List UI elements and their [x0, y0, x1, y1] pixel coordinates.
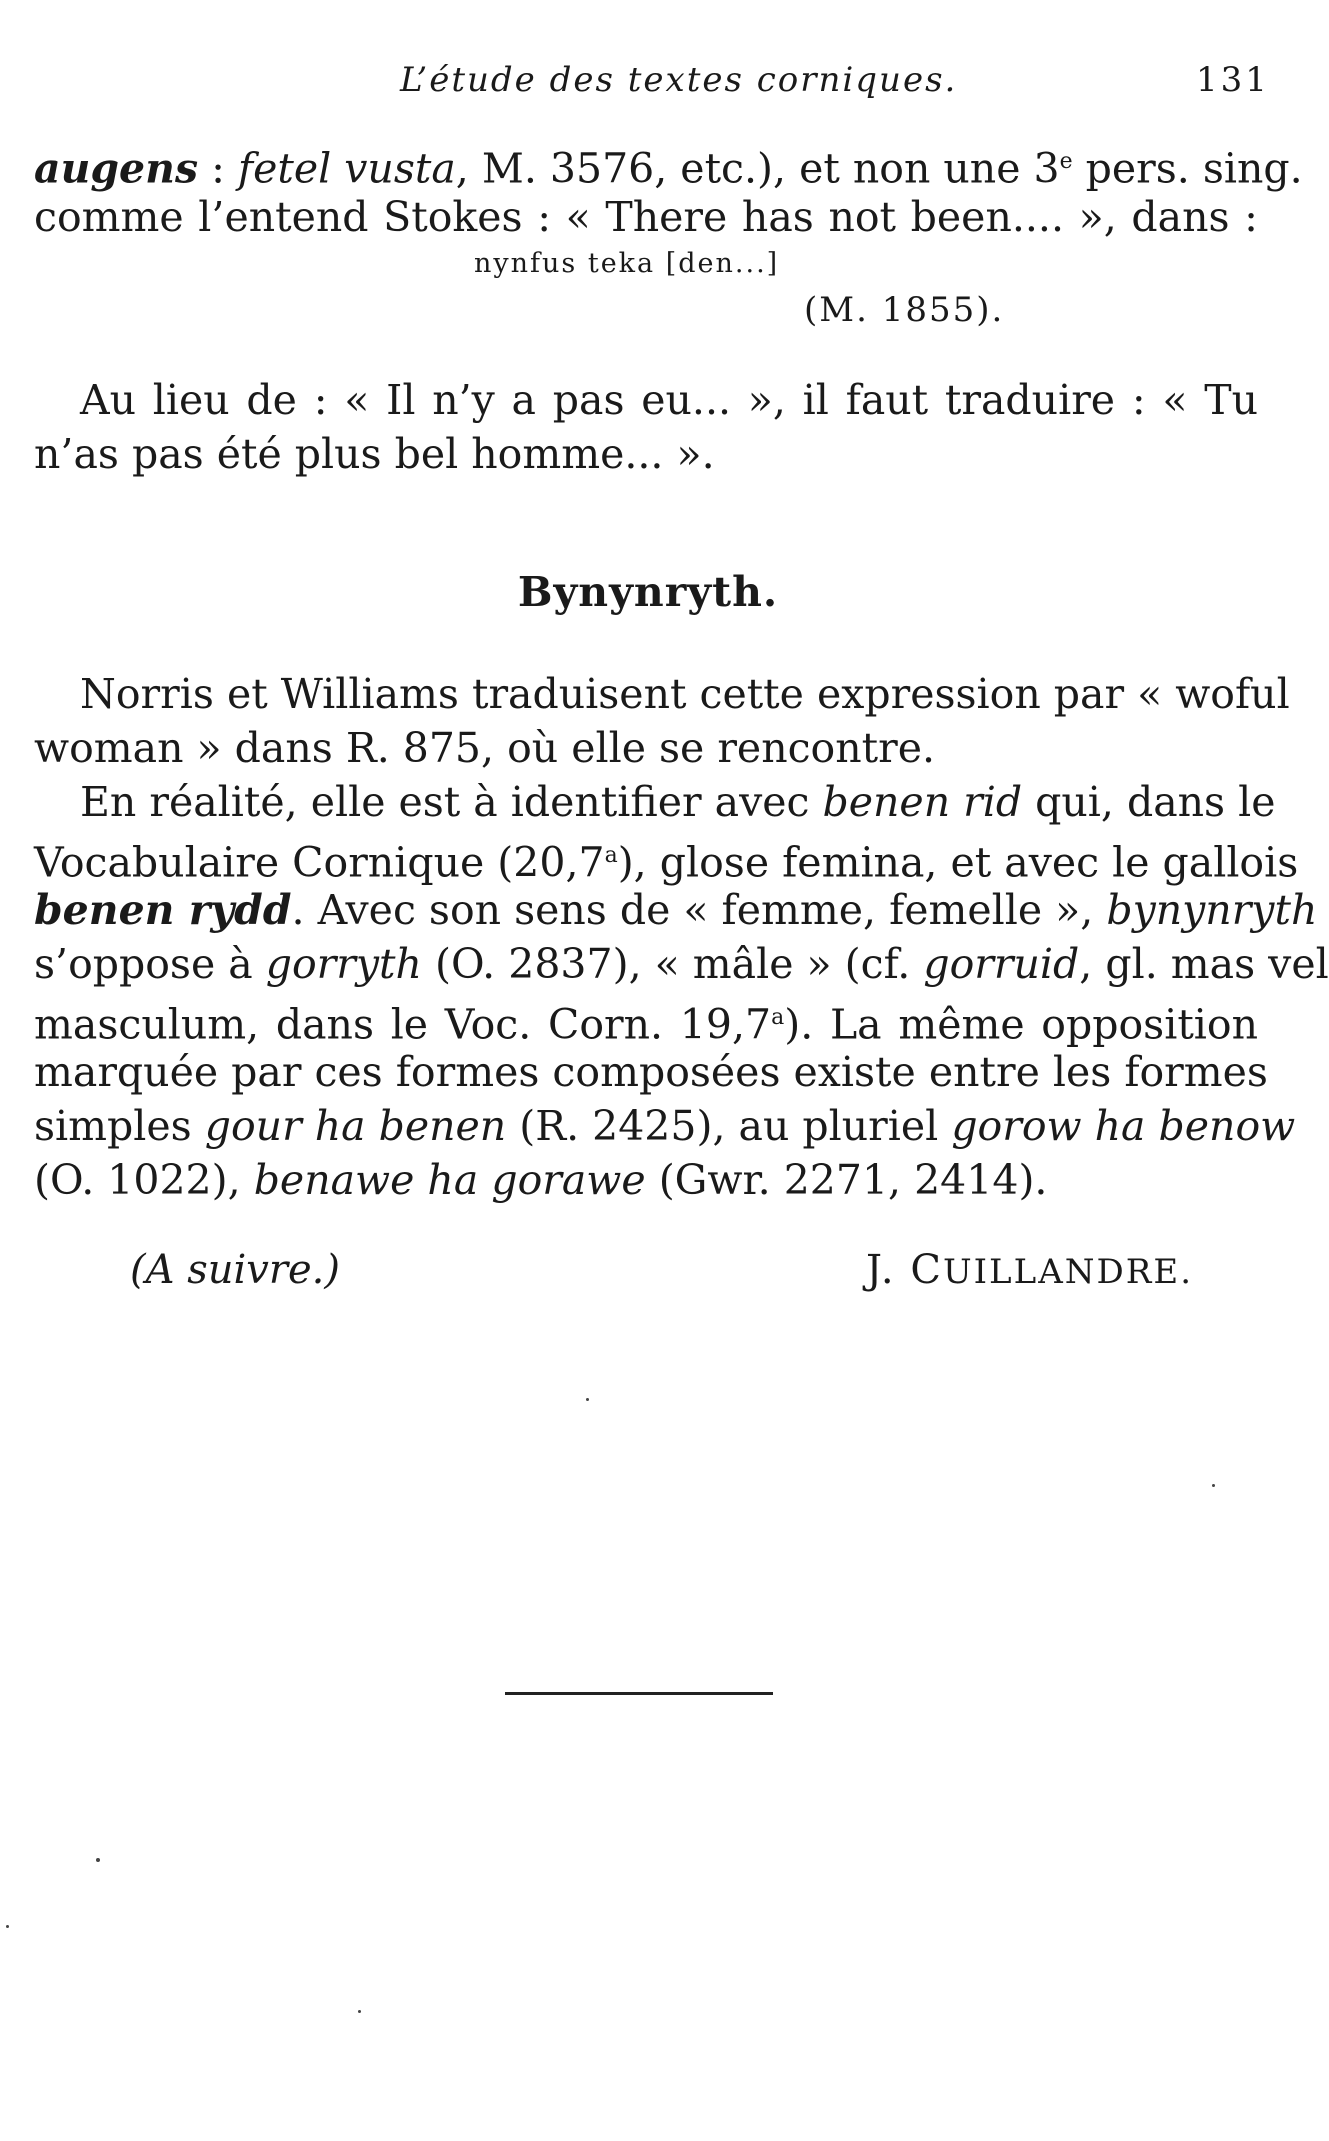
section-heading: Bynynryth. — [517, 568, 779, 616]
term-gorow-ha-benow: gorow ha benow — [951, 1102, 1296, 1150]
quotation-reference: (M. 1855). — [804, 290, 1005, 330]
print-speck — [96, 1858, 100, 1862]
text-line: n’as pas été plus bel homme... ». — [34, 430, 715, 478]
text-fragment: (R. 2425), au pluriel — [506, 1102, 952, 1150]
text-fragment: (Gwr. 2271, 2414). — [645, 1156, 1048, 1204]
term-augens: augens — [34, 144, 199, 193]
term-benen-rydd: benen rydd — [34, 886, 292, 934]
text-line — [80, 776, 1276, 828]
print-speck — [586, 1398, 589, 1401]
text-line — [34, 938, 1329, 990]
print-speck — [358, 2010, 361, 2013]
author-initial: J. C — [866, 1247, 943, 1293]
term-gorruid: gorruid — [923, 940, 1080, 988]
text-fragment: En réalité, elle est à identifier avec — [80, 778, 823, 826]
text-line: marquée par ces formes composées existe entre les formes — [34, 1048, 1268, 1096]
text-fragment: pers. sing. — [1072, 144, 1303, 193]
text-fragment: simples — [34, 1102, 205, 1150]
text-line — [34, 884, 1318, 936]
text-line — [34, 1154, 1258, 1206]
superscript: a — [604, 843, 618, 868]
text-fragment: ). La même opposition — [784, 1000, 1258, 1049]
term-gour-ha-benen: gour ha benen — [204, 1102, 507, 1150]
text-line — [34, 830, 1299, 889]
end-rule — [505, 1692, 773, 1695]
author-surname: UILLANDRE. — [942, 1252, 1193, 1292]
text-line: comme l’entend Stokes : « There has not been.... », dans : — [34, 193, 1258, 241]
author-signature — [866, 1247, 1193, 1293]
text-fragment: . Avec son sens de « femme, femelle », — [291, 886, 1107, 934]
running-title: L’étude des textes corniques. — [400, 60, 958, 100]
text-line: Au lieu de : « Il n’y a pas eu... », il faut traduire : « Tu — [80, 376, 1258, 424]
text-fragment: ), glose femina, et avec le gallois — [617, 838, 1299, 887]
text-fragment: Vocabulaire Cornique (20,7 — [34, 838, 605, 887]
text-fragment: masculum, dans le Voc. Corn. 19,7 — [34, 1000, 772, 1049]
print-speck — [1212, 1484, 1215, 1487]
text-fragment: (O. 1022), — [34, 1156, 254, 1204]
superscript: e — [1059, 149, 1073, 174]
text-line: woman » dans R. 875, où elle se rencontre. — [34, 724, 936, 772]
text-fragment: : — [198, 144, 238, 193]
term-benawe-ha-gorawe: benawe ha gorawe — [253, 1156, 646, 1204]
superscript: a — [771, 1005, 785, 1030]
term-fetel-vusta: fetel vusta — [237, 144, 456, 193]
text-line — [34, 1100, 1296, 1152]
term-bynynryth: bynynryth — [1106, 886, 1318, 934]
text-line — [34, 992, 1258, 1051]
print-speck — [6, 1925, 9, 1928]
text-fragment: (O. 2837), « mâle » (cf. — [421, 940, 924, 988]
to-be-continued: (A suivre.) — [130, 1247, 340, 1293]
page-number: 131 — [1196, 60, 1270, 100]
text-fragment: qui, dans le — [1022, 778, 1276, 826]
text-fragment: s’oppose à — [34, 940, 266, 988]
text-line: Norris et Williams traduisent cette expression par « woful — [80, 670, 1290, 718]
text-line — [34, 136, 1303, 195]
text-fragment: , gl. mas vel — [1079, 940, 1329, 988]
cornish-quotation: nynfus teka [den...] — [474, 248, 780, 279]
term-benen-rid: benen rid — [822, 778, 1023, 826]
term-gorryth: gorryth — [265, 940, 422, 988]
text-fragment: , M. 3576, etc.), et non une 3 — [455, 144, 1060, 193]
